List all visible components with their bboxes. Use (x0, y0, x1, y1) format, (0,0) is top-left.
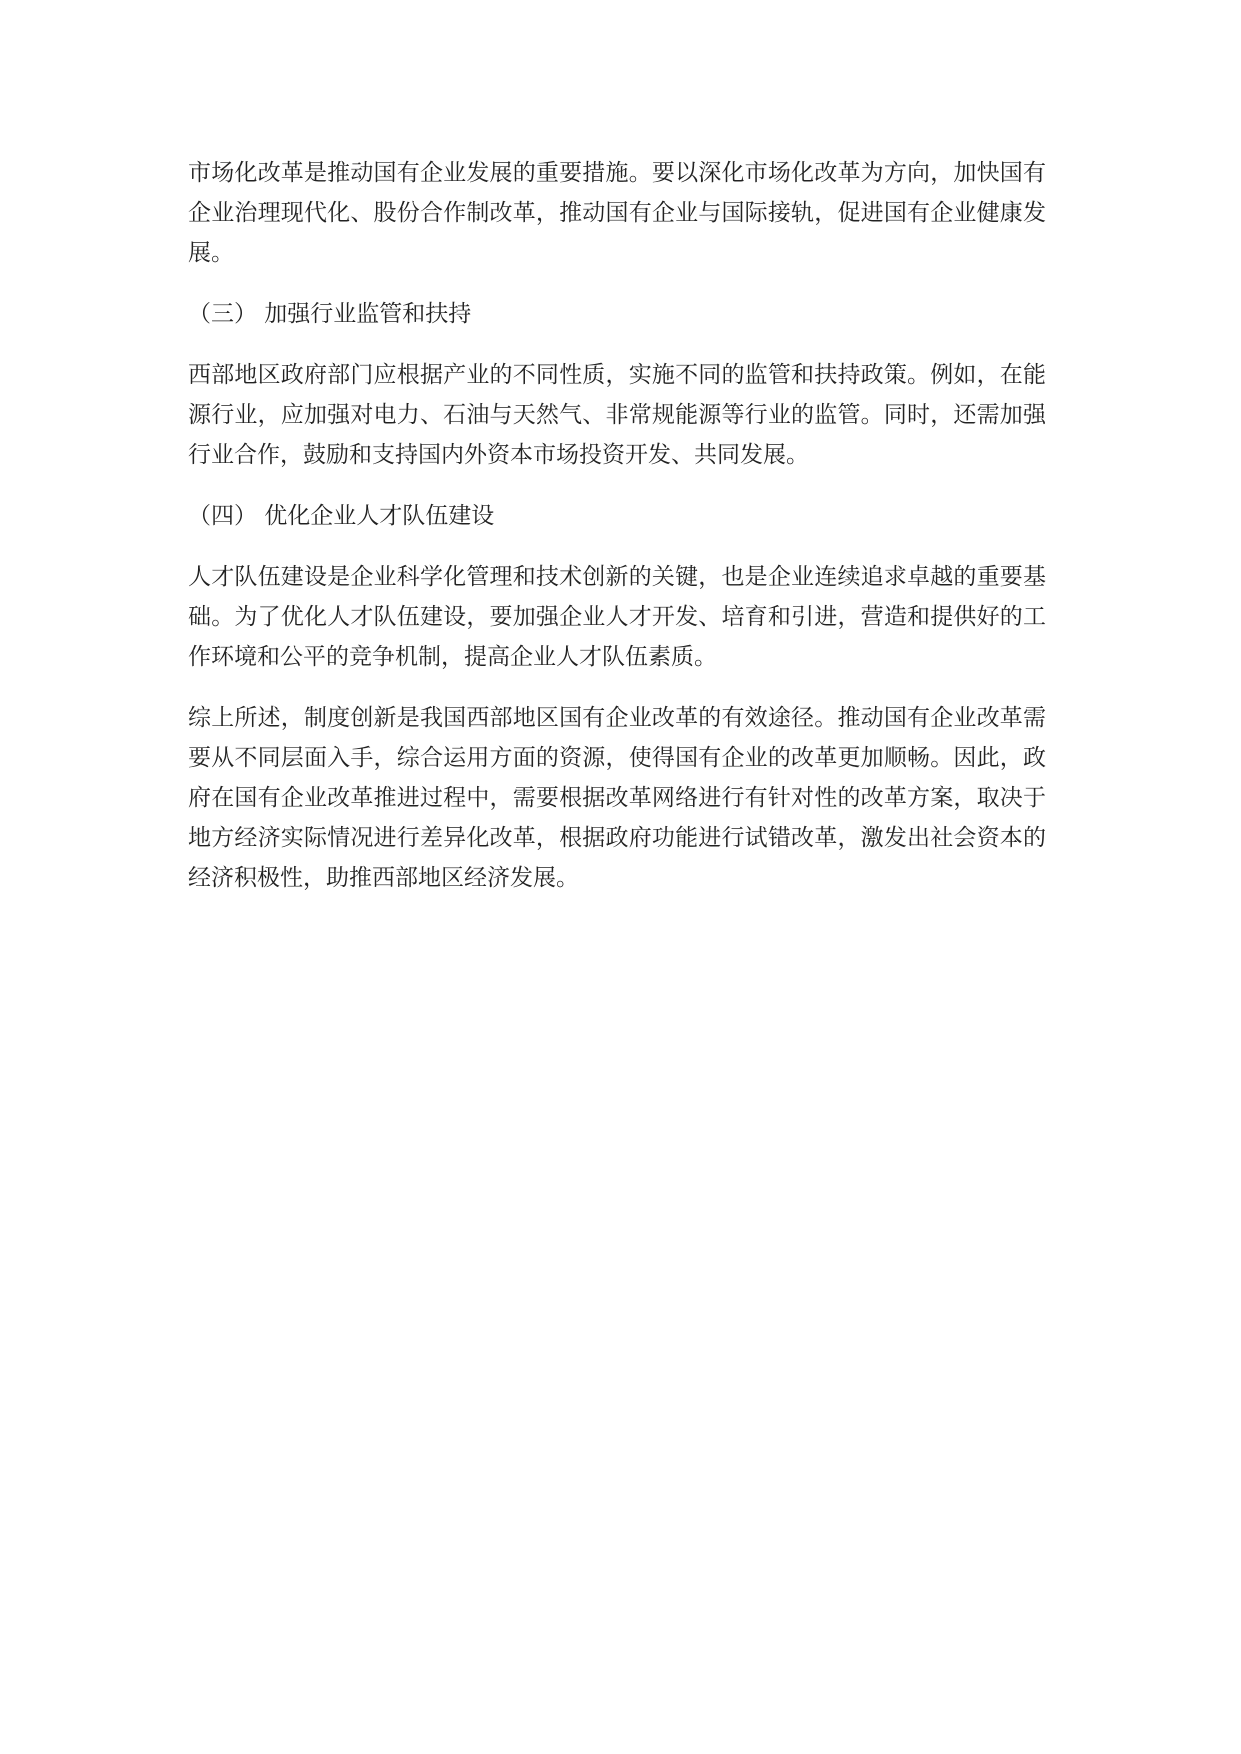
section-heading-four: （四） 优化企业人才队伍建设 (188, 503, 495, 529)
paragraph-industry-supervision: 西部地区政府部门应根据产业的不同性质，实施不同的监管和扶持政策。例如，在能源行业，应加强对电力、石油与天然气、非常规能源等行业的监管。同时，还需加强行业合作，鼓励和支持国内外资本市场投资开发、共同发展。 (188, 362, 1046, 468)
paragraph-conclusion: 综上所述，制度创新是我国西部地区国有企业改革的有效途径。推动国有企业改革需要从不同层面入手，综合运用方面的资源，使得国有企业的改革更加顺畅。因此，政府在国有企业改革推进过程中，需要根据改革网络进行有针对性的改革方案，取决于地方经济实际情况进行差异化改革，根据政府功能进行试错改革，激发出社会资本的经济积极性，助推西部地区经济发展。 (188, 705, 1046, 891)
paragraph-talent-building: 人才队伍建设是企业科学化管理和技术创新的关键，也是企业连续追求卓越的重要基础。为了优化人才队伍建设，要加强企业人才开发、培育和引进，营造和提供好的工作环境和公平的竞争机制，提高企业人才队伍素质。 (188, 564, 1046, 670)
section-heading-three: （三） 加强行业监管和扶持 (188, 301, 472, 327)
document-body (188, 153, 1046, 919)
paragraph-market-reform: 市场化改革是推动国有企业发展的重要措施。要以深化市场化改革为方向，加快国有企业治理现代化、股份合作制改革，推动国有企业与国际接轨，促进国有企业健康发展。 (188, 160, 1046, 266)
